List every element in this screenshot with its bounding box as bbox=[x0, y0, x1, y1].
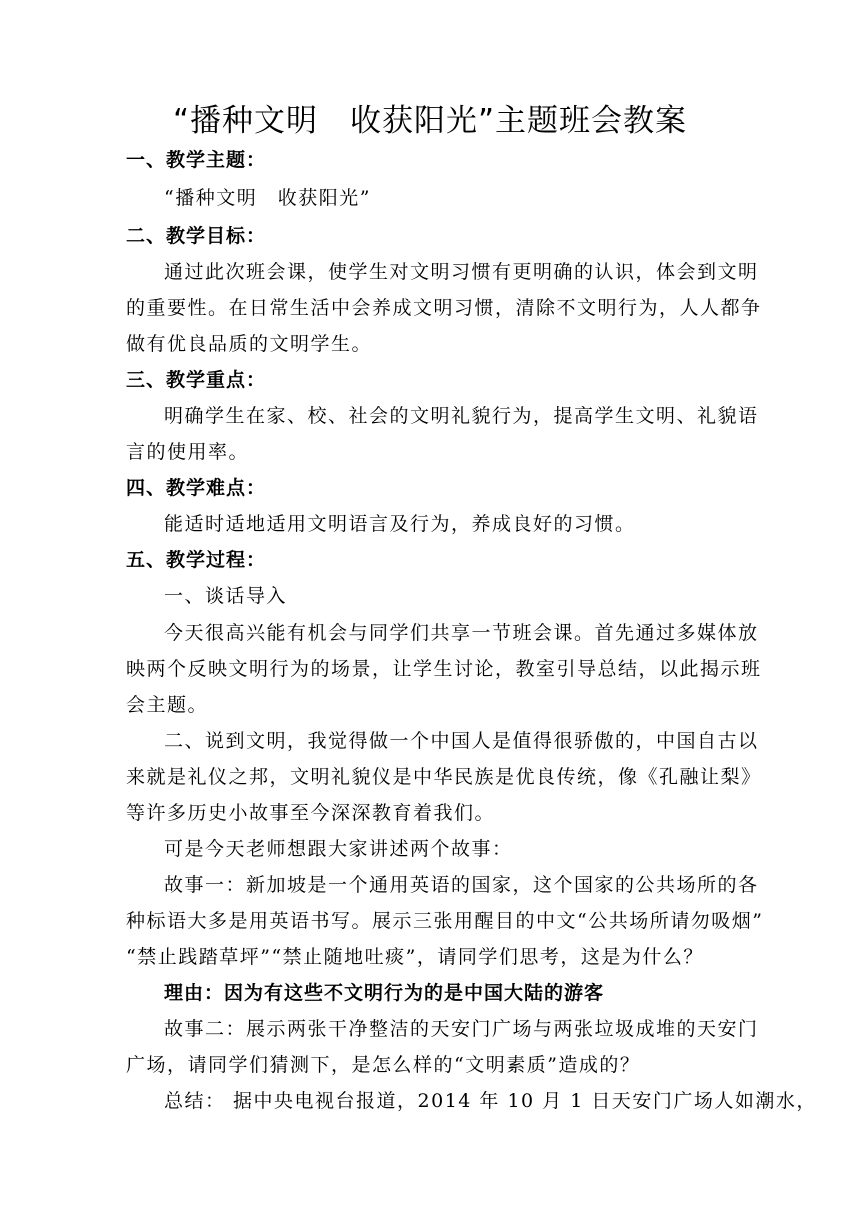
paragraph-line: 通过此次班会课，使学生对文明习惯有更明确的认识，体会到文明 bbox=[164, 261, 759, 283]
subheading-intro: 一、谈话导入 bbox=[164, 585, 288, 607]
paragraph-line: 会主题。 bbox=[126, 694, 209, 716]
paragraph-line: 映两个反映文明行为的场景，让学生讨论，教室引导总结，以此揭示班 bbox=[126, 658, 762, 680]
paragraph-line: 来就是礼仪之邦，文明礼貌仪是中华民族是优良传统，像《孔融让梨》 bbox=[126, 766, 762, 788]
paragraph-line: 种标语大多是用英语书写。展示三张用醒目的中文“公共场所请勿吸烟” bbox=[126, 910, 764, 932]
paragraph-line: 言的使用率。 bbox=[126, 441, 250, 463]
paragraph-line: 等许多历史小故事至今深深教育着我们。 bbox=[126, 802, 496, 824]
paragraph-line: 总结： 据中央电视台报道，2014 年 10 月 1 日天安门广场人如潮水， bbox=[164, 1090, 817, 1112]
paragraph-line: “禁止践踏草坪”“禁止随地吐痰”，请同学们思考，这是为什么？ bbox=[126, 946, 704, 968]
paragraph-line: 二、说到文明，我觉得做一个中国人是值得很骄傲的，中国自古以 bbox=[164, 730, 759, 752]
paragraph-line: 明确学生在家、校、社会的文明礼貌行为，提高学生文明、礼貌语 bbox=[164, 405, 759, 427]
section-heading-key-points: 三、教学重点： bbox=[126, 369, 267, 391]
section-heading-topic: 一、教学主题： bbox=[126, 149, 267, 171]
section-heading-process: 五、教学过程： bbox=[126, 549, 267, 571]
paragraph-line: 故事一：新加坡是一个通用英语的国家，这个国家的公共场所的各 bbox=[164, 874, 759, 896]
section-heading-difficulties: 四、教学难点： bbox=[126, 477, 267, 499]
paragraph-line: 的重要性。在日常生活中会养成文明习惯，清除不文明行为，人人都争 bbox=[126, 297, 762, 319]
paragraph-line: 能适时适地适用文明语言及行为，养成良好的习惯。 bbox=[164, 513, 636, 535]
topic-text: “播种文明 收获阳光” bbox=[164, 187, 371, 209]
section-heading-goals: 二、教学目标： bbox=[126, 225, 267, 247]
paragraph-line: 今天很高兴能有机会与同学们共享一节班会课。首先通过多媒体放 bbox=[164, 622, 759, 644]
paragraph-line: 做有优良品质的文明学生。 bbox=[126, 333, 373, 355]
paragraph-line: 可是今天老师想跟大家讲述两个故事： bbox=[164, 838, 513, 860]
page-title: “播种文明 收获阳光”主题班会教案 bbox=[172, 103, 688, 139]
paragraph-line: 广场，请同学们猜测下，是怎么样的“文明素质”造成的？ bbox=[126, 1054, 641, 1076]
paragraph-line: 故事二：展示两张干净整洁的天安门广场与两张垃圾成堆的天安门 bbox=[164, 1018, 759, 1040]
reason-line: 理由：因为有这些不文明行为的是中国大陆的游客 bbox=[164, 982, 605, 1004]
